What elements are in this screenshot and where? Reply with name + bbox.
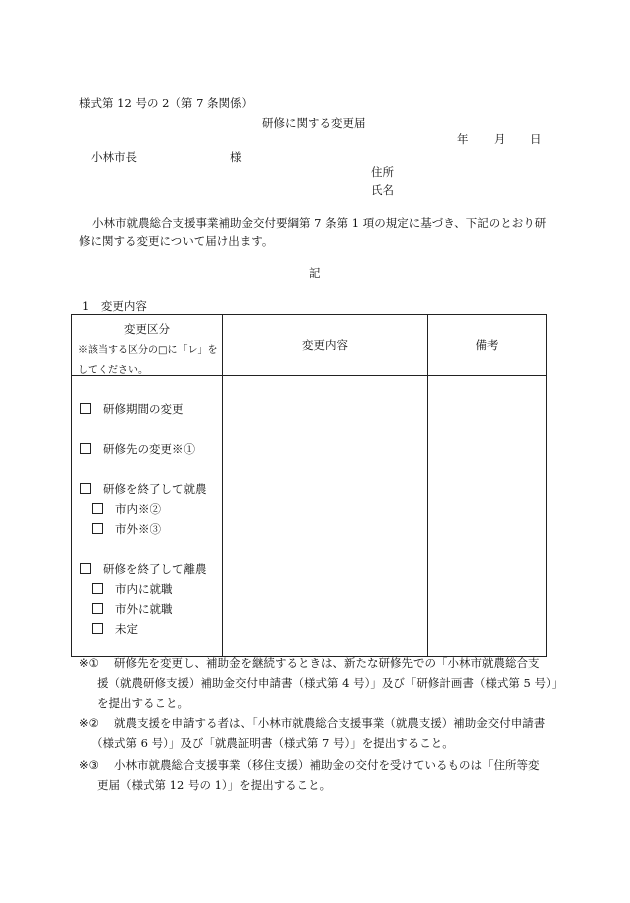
form-number: 様式第 12 号の 2（第 7 条関係） bbox=[79, 96, 254, 110]
intro-line-1: 小林市就農総合支援事業補助金交付要綱第 7 条第 1 項の規定に基づき、下記のとおり研 bbox=[92, 216, 547, 230]
col2-header: 変更内容 bbox=[223, 315, 428, 376]
note-1-line-3: を提出すること。 bbox=[97, 696, 189, 710]
checkbox[interactable] bbox=[80, 403, 91, 414]
note-3-line-1: 小林市就農総合支援事業（移住支援）補助金の交付を受けているものは「住所等変 bbox=[114, 758, 540, 772]
option-training-place[interactable]: 研修先の変更※① bbox=[80, 441, 195, 457]
change-category-cell bbox=[72, 376, 223, 657]
ki-heading: 記 bbox=[309, 266, 321, 280]
col1-note-line-2: してください。 bbox=[78, 365, 148, 376]
checkbox[interactable] bbox=[92, 523, 103, 534]
note-1-line-1: 研修先を変更し、補助金を継続するときは、新たな研修先での「小林市就農総合支 bbox=[114, 656, 540, 670]
change-content-cell[interactable] bbox=[223, 376, 428, 657]
table-body-row bbox=[72, 376, 547, 657]
honorific: 様 bbox=[230, 150, 242, 164]
col3-header: 備考 bbox=[428, 315, 547, 376]
checkbox[interactable] bbox=[92, 603, 103, 614]
col1-note-line-1: ※該当する区分の□に「レ」を bbox=[78, 345, 218, 356]
addressee: 小林市長 bbox=[91, 150, 137, 164]
option-job-in-city[interactable]: 市内に就職 bbox=[92, 581, 173, 597]
option-finish-farming[interactable]: 研修を終了して就農 bbox=[80, 481, 207, 497]
checkbox[interactable] bbox=[80, 443, 91, 454]
option-finish-leave-farming[interactable]: 研修を終了して離農 bbox=[80, 561, 207, 577]
date-year: 年 bbox=[457, 132, 469, 146]
option-job-outside-city[interactable]: 市外に就職 bbox=[92, 601, 173, 617]
note-1-mark: ※① bbox=[79, 656, 99, 670]
document-title: 研修に関する変更届 bbox=[262, 116, 366, 130]
date-month: 月 bbox=[494, 132, 506, 146]
address-label: 住所 bbox=[371, 165, 394, 179]
checkbox[interactable] bbox=[80, 483, 91, 494]
date-day: 日 bbox=[530, 132, 542, 146]
checkbox[interactable] bbox=[92, 623, 103, 634]
note-3-line-2: 更届（様式第 12 号の 1）」を提出すること。 bbox=[97, 778, 332, 792]
col1-header: 変更区分 bbox=[124, 322, 170, 336]
option-farming-outside-city[interactable]: 市外※③ bbox=[92, 521, 161, 537]
intro-line-2: 修に関する変更について届け出ます。 bbox=[79, 234, 274, 248]
note-2-line-2: （様式第 6 号）」及び「就農証明書（様式第 7 号）」を提出すること。 bbox=[91, 736, 454, 750]
option-farming-in-city[interactable]: 市内※② bbox=[92, 501, 161, 517]
note-3-mark: ※③ bbox=[79, 758, 99, 772]
note-2-mark: ※② bbox=[79, 716, 99, 730]
checkbox[interactable] bbox=[92, 503, 103, 514]
option-training-period[interactable]: 研修期間の変更 bbox=[80, 401, 184, 417]
note-1-line-2: 援（就農研修支援）補助金交付申請書（様式第 4 号）」及び「研修計画書（様式第 5 号）」 bbox=[97, 676, 564, 690]
note-2-line-1: 就農支援を申請する者は、「小林市就農総合支援事業（就農支援）補助金交付申請書 bbox=[114, 716, 546, 730]
remarks-cell[interactable] bbox=[428, 376, 547, 657]
name-label: 氏名 bbox=[371, 183, 394, 197]
change-table bbox=[71, 314, 547, 657]
col1-header-cell bbox=[72, 315, 223, 376]
checkbox[interactable] bbox=[92, 583, 103, 594]
section-1-label: 1 変更内容 bbox=[82, 299, 147, 313]
option-undecided[interactable]: 未定 bbox=[92, 621, 138, 637]
checkbox[interactable] bbox=[80, 563, 91, 574]
table-header-row bbox=[72, 315, 547, 376]
